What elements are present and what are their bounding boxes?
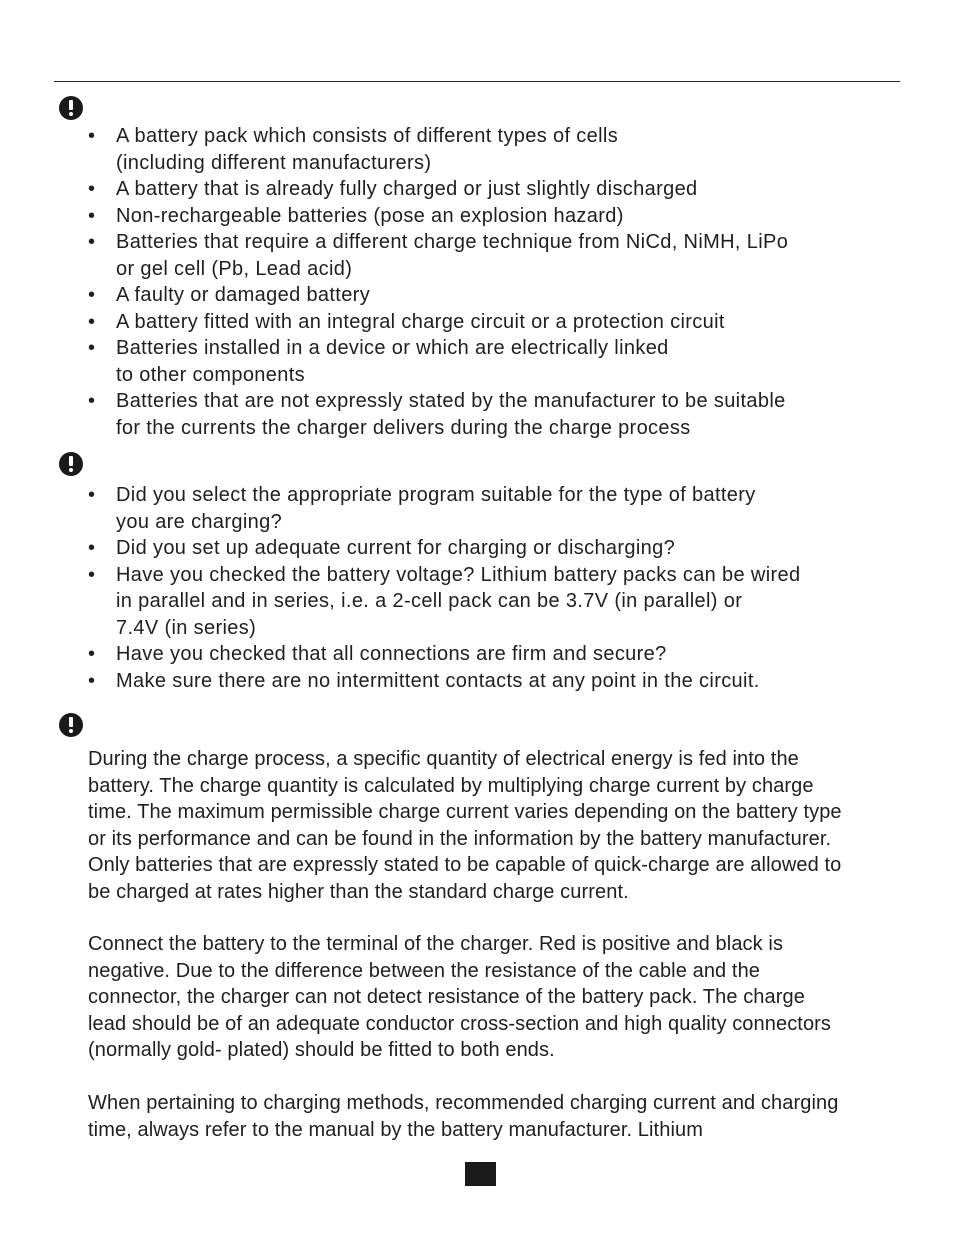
bullet-point: • <box>88 178 96 200</box>
list-item <box>88 562 800 642</box>
warning-icon <box>59 713 83 737</box>
list-item-text: A battery pack which consists of different types of cells <box>116 125 619 147</box>
list-item <box>88 388 788 441</box>
charge-process-paragraph: During the charge process, a specific quantity of electrical energy is fed into the battery. The charge quantity is calculated by multiplying charge current by charge time. The maximum permissible charge current varies depending on the battery type or its performance and can be found in the information by the battery manufacturer. Only batteries that are expressly stated to be capable of quick-charge are allowed to be charged at rates higher than the standard charge current. <box>88 748 842 903</box>
list-item-text: A faulty or damaged battery <box>116 284 371 306</box>
list-item-text: Non-rechargeable batteries (pose an explosion hazard) <box>116 204 624 227</box>
list-item-text: in parallel and in series, i.e. a 2-cell pack can be 3.7V (in parallel) or <box>116 590 743 612</box>
list-item <box>88 668 800 695</box>
list-item-text: Did you set up adequate current for charging or discharging? <box>116 537 676 559</box>
list-item-text: 7.4V (in series) <box>116 616 257 639</box>
list-item-text: Batteries installed in a device or which are electrically linked <box>116 337 669 359</box>
list-item <box>88 203 788 230</box>
list-item-text: to other components <box>116 363 305 386</box>
bullet-point: • <box>88 537 96 559</box>
checklist <box>88 482 800 694</box>
bullet-point: • <box>88 284 96 306</box>
bullet-point: • <box>88 643 96 665</box>
bullet-point: • <box>88 669 96 692</box>
list-item-text: Batteries that require a different charge technique from NiCd, NiMH, LiPo <box>116 231 789 253</box>
warning-icon <box>59 452 83 476</box>
bullet-point: • <box>88 337 96 359</box>
list-item <box>88 335 788 388</box>
list-item-text: (including different manufacturers) <box>116 151 432 174</box>
connection-paragraph: Connect the battery to the terminal of the charger. Red is positive and black is negative. Due to the difference between the resistance of the cable and the connector, the charger can not detect resistance of the battery pack. The charge lead should be of an adequate conductor cross-section and high quality connectors (normally gold- plated) should be fitted to both ends. <box>88 933 832 1061</box>
list-item-text: Have you checked the battery voltage? Lithium battery packs can be wired <box>116 563 801 586</box>
warning-icon <box>59 96 83 120</box>
bullet-point: • <box>88 125 96 147</box>
bullet-point: • <box>88 204 96 227</box>
list-item <box>88 229 788 282</box>
list-item <box>88 535 800 562</box>
list-item <box>88 123 788 176</box>
battery-warning-list <box>88 123 788 441</box>
bullet-point: • <box>88 390 96 412</box>
list-item-text: Make sure there are no intermittent contacts at any point in the circuit. <box>116 669 760 692</box>
list-item-text: for the currents the charger delivers during the charge process <box>116 416 691 439</box>
list-item-text: A battery that is already fully charged or just slightly discharged <box>116 178 698 200</box>
list-item <box>88 309 788 336</box>
header-rule <box>54 81 900 82</box>
bullet-point: • <box>88 310 96 333</box>
list-item <box>88 176 788 203</box>
list-item-text: A battery fitted with an integral charge circuit or a protection circuit <box>116 310 725 333</box>
list-item <box>88 641 800 668</box>
list-item-text: Have you checked that all connections are firm and secure? <box>116 643 667 665</box>
list-item-text: Did you select the appropriate program suitable for the type of battery <box>116 484 756 506</box>
bullet-point: • <box>88 484 96 506</box>
page-number-tab <box>465 1162 496 1186</box>
list-item-text: Batteries that are not expressly stated by the manufacturer to be suitable <box>116 390 786 412</box>
bullet-point: • <box>88 231 96 253</box>
charging-methods-paragraph: When pertaining to charging methods, recommended charging current and charging time, always refer to the manual by the battery manufacturer. Lithium <box>88 1092 839 1141</box>
bullet-point: • <box>88 563 96 586</box>
list-item <box>88 282 788 309</box>
list-item-text: you are charging? <box>116 510 283 533</box>
list-item-text: or gel cell (Pb, Lead acid) <box>116 257 353 280</box>
list-item <box>88 482 800 535</box>
